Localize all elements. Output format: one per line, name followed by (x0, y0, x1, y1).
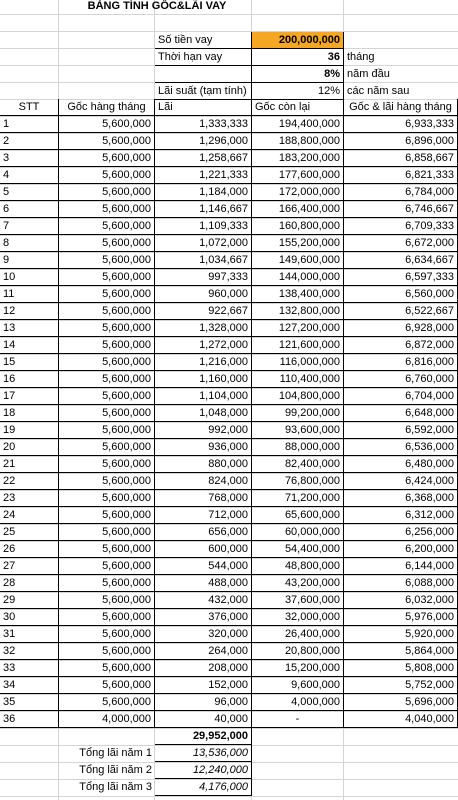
header-principal: Gốc hàng tháng (59, 99, 155, 116)
principal-cell: 5,600,000 (59, 473, 155, 490)
payment-cell: 6,821,333 (344, 167, 458, 184)
stt-cell: 31 (0, 626, 59, 643)
header-stt: STT (0, 99, 59, 116)
interest-cell: 1,104,000 (155, 388, 252, 405)
stt-cell: 36 (0, 711, 59, 728)
payment-cell: 6,872,000 (344, 337, 458, 354)
remaining-cell: 144,000,000 (252, 269, 344, 286)
loan-amount-value[interactable]: 200,000,000 (252, 32, 344, 49)
remaining-cell: 166,400,000 (252, 201, 344, 218)
interest-cell: 208,000 (155, 660, 252, 677)
principal-cell: 5,600,000 (59, 422, 155, 439)
principal-cell: 5,600,000 (59, 320, 155, 337)
interest-cell: 1,258,667 (155, 150, 252, 167)
loan-term-value[interactable]: 36 (252, 49, 344, 66)
stt-cell: 22 (0, 473, 59, 490)
interest-cell: 1,333,333 (155, 116, 252, 133)
principal-cell: 5,600,000 (59, 456, 155, 473)
payment-cell: 6,928,000 (344, 320, 458, 337)
stt-cell: 20 (0, 439, 59, 456)
loan-amount-label: Số tiền vay (155, 32, 252, 49)
remaining-cell: 37,600,000 (252, 592, 344, 609)
stt-cell: 1 (0, 116, 59, 133)
interest-cell: 152,000 (155, 677, 252, 694)
row-gridline (0, 796, 458, 797)
payment-cell: 6,858,667 (344, 150, 458, 167)
interest-cell: 712,000 (155, 507, 252, 524)
remaining-cell: 32,000,000 (252, 609, 344, 626)
remaining-cell: 160,800,000 (252, 218, 344, 235)
interest-cell: 1,221,333 (155, 167, 252, 184)
stt-cell: 16 (0, 371, 59, 388)
payment-cell: 6,522,667 (344, 303, 458, 320)
payment-cell: 6,648,000 (344, 405, 458, 422)
principal-cell: 5,600,000 (59, 116, 155, 133)
principal-cell: 5,600,000 (59, 150, 155, 167)
remaining-cell: 149,600,000 (252, 252, 344, 269)
remaining-cell: 188,800,000 (252, 133, 344, 150)
yearly-interest-label: Tổng lãi năm 2 (79, 764, 152, 776)
payment-cell: 6,597,333 (344, 269, 458, 286)
yearly-interest-value: 13,536,000 (155, 745, 252, 762)
stt-cell: 34 (0, 677, 59, 694)
interest-cell: 40,000 (155, 711, 252, 728)
interest-cell: 432,000 (155, 592, 252, 609)
payment-cell: 6,896,000 (344, 133, 458, 150)
payment-cell: 5,808,000 (344, 660, 458, 677)
yearly-interest-label: Tổng lãi năm 1 (79, 747, 152, 759)
payment-cell: 5,976,000 (344, 609, 458, 626)
interest-cell: 1,072,000 (155, 235, 252, 252)
payment-cell: 4,040,000 (344, 711, 458, 728)
interest-cell: 1,034,667 (155, 252, 252, 269)
interest-cell: 320,000 (155, 626, 252, 643)
principal-cell: 5,600,000 (59, 218, 155, 235)
stt-cell: 9 (0, 252, 59, 269)
stt-cell: 8 (0, 235, 59, 252)
stt-cell: 4 (0, 167, 59, 184)
principal-cell: 5,600,000 (59, 184, 155, 201)
remaining-cell: 183,200,000 (252, 150, 344, 167)
remaining-cell: 76,800,000 (252, 473, 344, 490)
principal-cell: 5,600,000 (59, 235, 155, 252)
loan-term-unit: tháng (347, 51, 375, 63)
stt-cell: 18 (0, 405, 59, 422)
interest-cell: 922,667 (155, 303, 252, 320)
yearly-interest-value: 12,240,000 (155, 762, 252, 779)
interest-cell: 376,000 (155, 609, 252, 626)
rate-year1-value[interactable]: 8% (252, 66, 344, 83)
stt-cell: 24 (0, 507, 59, 524)
remaining-cell: 20,800,000 (252, 643, 344, 660)
principal-cell: 5,600,000 (59, 371, 155, 388)
stt-cell: 27 (0, 558, 59, 575)
rate-year1-note: năm đầu (347, 68, 390, 80)
payment-cell: 6,088,000 (344, 575, 458, 592)
payment-cell: 6,200,000 (344, 541, 458, 558)
interest-cell: 488,000 (155, 575, 252, 592)
principal-cell: 5,600,000 (59, 303, 155, 320)
interest-cell: 656,000 (155, 524, 252, 541)
principal-cell: 5,600,000 (59, 541, 155, 558)
header-interest: Lãi (155, 99, 252, 116)
stt-cell: 33 (0, 660, 59, 677)
principal-cell: 5,600,000 (59, 337, 155, 354)
remaining-cell: 121,600,000 (252, 337, 344, 354)
remaining-cell: 4,000,000 (252, 694, 344, 711)
interest-cell: 1,048,000 (155, 405, 252, 422)
stt-cell: 12 (0, 303, 59, 320)
principal-cell: 5,600,000 (59, 524, 155, 541)
payment-cell: 5,864,000 (344, 643, 458, 660)
payment-cell: 6,672,000 (344, 235, 458, 252)
stt-cell: 2 (0, 133, 59, 150)
stt-cell: 25 (0, 524, 59, 541)
payment-cell: 6,256,000 (344, 524, 458, 541)
interest-cell: 1,296,000 (155, 133, 252, 150)
remaining-cell: 116,000,000 (252, 354, 344, 371)
interest-cell: 1,272,000 (155, 337, 252, 354)
principal-cell: 5,600,000 (59, 286, 155, 303)
interest-cell: 96,000 (155, 694, 252, 711)
remaining-cell: 9,600,000 (252, 677, 344, 694)
interest-cell: 1,160,000 (155, 371, 252, 388)
payment-cell: 6,746,667 (344, 201, 458, 218)
interest-cell: 936,000 (155, 439, 252, 456)
remaining-cell: 43,200,000 (252, 575, 344, 592)
principal-cell: 5,600,000 (59, 626, 155, 643)
payment-cell: 6,592,000 (344, 422, 458, 439)
remaining-cell: 177,600,000 (252, 167, 344, 184)
payment-cell: 6,760,000 (344, 371, 458, 388)
payment-cell: 5,752,000 (344, 677, 458, 694)
payment-cell: 6,312,000 (344, 507, 458, 524)
stt-cell: 29 (0, 592, 59, 609)
principal-cell: 5,600,000 (59, 575, 155, 592)
remaining-cell: 65,600,000 (252, 507, 344, 524)
stt-cell: 13 (0, 320, 59, 337)
stt-cell: 14 (0, 337, 59, 354)
remaining-cell: 15,200,000 (252, 660, 344, 677)
payment-cell: 6,144,000 (344, 558, 458, 575)
stt-cell: 19 (0, 422, 59, 439)
total-interest-value: 29,952,000 (155, 728, 252, 745)
principal-cell: 5,600,000 (59, 694, 155, 711)
stt-cell: 5 (0, 184, 59, 201)
principal-cell: 5,600,000 (59, 609, 155, 626)
interest-cell: 1,184,000 (155, 184, 252, 201)
stt-cell: 15 (0, 354, 59, 371)
payment-cell: 6,536,000 (344, 439, 458, 456)
interest-cell: 1,109,333 (155, 218, 252, 235)
stt-cell: 10 (0, 269, 59, 286)
remaining-cell: 99,200,000 (252, 405, 344, 422)
payment-cell: 6,424,000 (344, 473, 458, 490)
principal-cell: 5,600,000 (59, 388, 155, 405)
remaining-cell: 26,400,000 (252, 626, 344, 643)
remaining-cell: 155,200,000 (252, 235, 344, 252)
principal-cell: 4,000,000 (59, 711, 155, 728)
principal-cell: 5,600,000 (59, 677, 155, 694)
principal-cell: 5,600,000 (59, 558, 155, 575)
interest-cell: 1,146,667 (155, 201, 252, 218)
principal-cell: 5,600,000 (59, 439, 155, 456)
stt-cell: 30 (0, 609, 59, 626)
remaining-cell: 110,400,000 (252, 371, 344, 388)
payment-cell: 6,933,333 (344, 116, 458, 133)
remaining-cell: 48,800,000 (252, 558, 344, 575)
rate-label: Lãi suất (tạm tính) (155, 83, 252, 100)
remaining-cell: 172,000,000 (252, 184, 344, 201)
remaining-cell: 82,400,000 (252, 456, 344, 473)
interest-cell: 880,000 (155, 456, 252, 473)
interest-cell: 992,000 (155, 422, 252, 439)
stt-cell: 3 (0, 150, 59, 167)
payment-cell: 6,032,000 (344, 592, 458, 609)
interest-cell: 600,000 (155, 541, 252, 558)
loan-term-label: Thời hạn vay (155, 49, 252, 66)
principal-cell: 5,600,000 (59, 133, 155, 150)
principal-cell: 5,600,000 (59, 405, 155, 422)
remaining-cell: 104,800,000 (252, 388, 344, 405)
remaining-cell: 71,200,000 (252, 490, 344, 507)
rate-later-value[interactable]: 12% (252, 83, 344, 100)
remaining-cell: - (252, 711, 344, 728)
principal-cell: 5,600,000 (59, 643, 155, 660)
stt-cell: 28 (0, 575, 59, 592)
stt-cell: 35 (0, 694, 59, 711)
remaining-cell: 138,400,000 (252, 286, 344, 303)
interest-cell: 544,000 (155, 558, 252, 575)
header-total: Gốc & lãi hàng tháng (344, 99, 458, 116)
principal-cell: 5,600,000 (59, 269, 155, 286)
principal-cell: 5,600,000 (59, 507, 155, 524)
stt-cell: 23 (0, 490, 59, 507)
stt-cell: 32 (0, 643, 59, 660)
remaining-cell: 93,600,000 (252, 422, 344, 439)
stt-cell: 21 (0, 456, 59, 473)
interest-cell: 997,333 (155, 269, 252, 286)
remaining-cell: 88,000,000 (252, 439, 344, 456)
principal-cell: 5,600,000 (59, 660, 155, 677)
stt-cell: 6 (0, 201, 59, 218)
principal-cell: 5,600,000 (59, 490, 155, 507)
payment-cell: 6,368,000 (344, 490, 458, 507)
interest-cell: 768,000 (155, 490, 252, 507)
stt-cell: 7 (0, 218, 59, 235)
payment-cell: 6,560,000 (344, 286, 458, 303)
stt-cell: 11 (0, 286, 59, 303)
principal-cell: 5,600,000 (59, 167, 155, 184)
interest-cell: 1,328,000 (155, 320, 252, 337)
yearly-interest-value: 4,176,000 (155, 779, 252, 796)
payment-cell: 6,784,000 (344, 184, 458, 201)
principal-cell: 5,600,000 (59, 592, 155, 609)
rate-spacer (155, 66, 252, 83)
interest-cell: 824,000 (155, 473, 252, 490)
yearly-interest-label: Tổng lãi năm 3 (79, 781, 152, 793)
principal-cell: 5,600,000 (59, 252, 155, 269)
payment-cell: 5,920,000 (344, 626, 458, 643)
payment-cell: 6,816,000 (344, 354, 458, 371)
sheet-title: BẢNG TÍNH GỐC&LÃI VAY (87, 0, 227, 12)
stt-cell: 26 (0, 541, 59, 558)
remaining-cell: 194,400,000 (252, 116, 344, 133)
payment-cell: 5,696,000 (344, 694, 458, 711)
payment-cell: 6,704,000 (344, 388, 458, 405)
payment-cell: 6,480,000 (344, 456, 458, 473)
principal-cell: 5,600,000 (59, 354, 155, 371)
remaining-cell: 132,800,000 (252, 303, 344, 320)
payment-cell: 6,709,333 (344, 218, 458, 235)
header-remaining: Gốc còn lại (252, 99, 344, 116)
payment-cell: 6,634,667 (344, 252, 458, 269)
rate-later-note: các năm sau (347, 85, 410, 97)
interest-cell: 1,216,000 (155, 354, 252, 371)
interest-cell: 960,000 (155, 286, 252, 303)
principal-cell: 5,600,000 (59, 201, 155, 218)
remaining-cell: 60,000,000 (252, 524, 344, 541)
interest-cell: 264,000 (155, 643, 252, 660)
remaining-cell: 54,400,000 (252, 541, 344, 558)
remaining-cell: 127,200,000 (252, 320, 344, 337)
stt-cell: 17 (0, 388, 59, 405)
